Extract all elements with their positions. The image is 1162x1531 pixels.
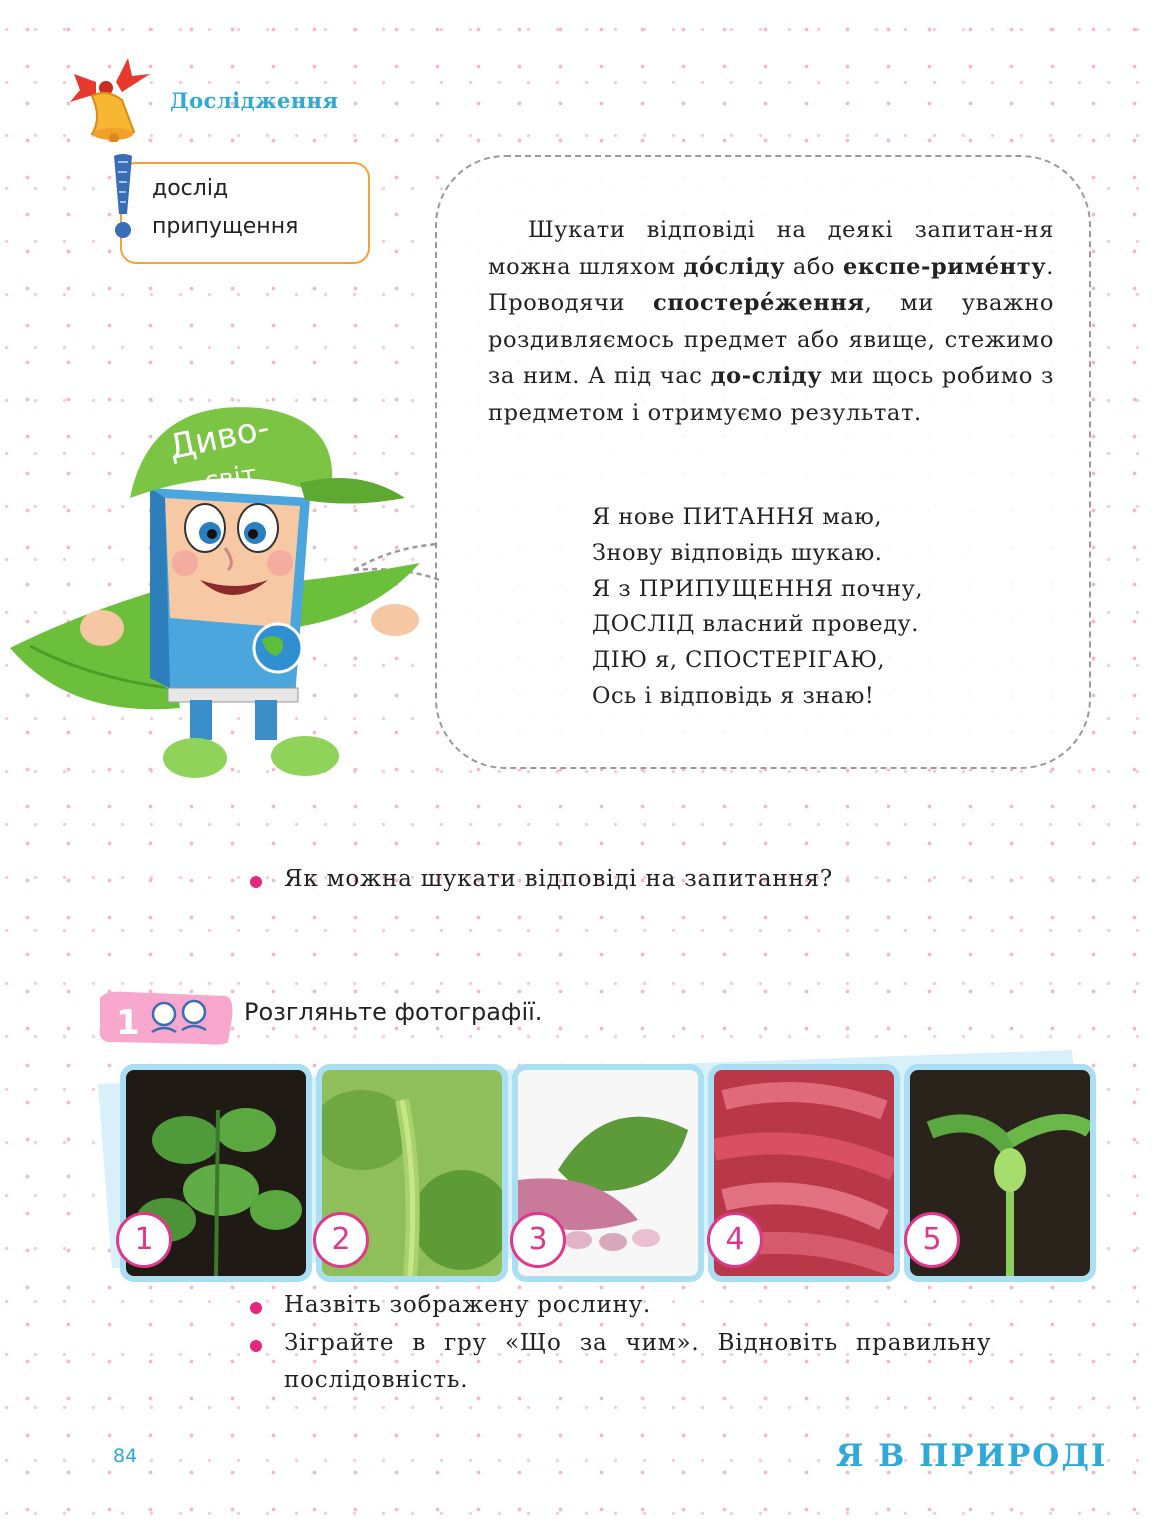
photo-number-3: 3 [510,1212,566,1268]
term-eksperyment: експе-риме́нту [842,253,1047,280]
keyword-2: припущення [152,214,299,239]
term-sposterezhennia: спостере́ження [653,290,865,316]
term-doslid: до́сліду [683,253,786,280]
poem-line: Ось і відповідь я знаю! [592,682,875,709]
photo-number-5: 5 [904,1212,960,1268]
task-bullet-2-cont: послідовність. [284,1367,469,1393]
mascot-cap-text-2: світ [202,460,259,497]
keyword-1: дослід [152,176,229,201]
section-title: Дослідження [170,88,339,113]
poem-line: Я нове ПИТАННЯ маю, [592,504,883,530]
poem-line: ДОСЛІД власний проведу. [592,611,919,638]
mascot-book-character [0,388,440,788]
para-seg-2: або [785,253,843,280]
task-number: 1 [116,1003,140,1043]
mascot-cap-text-1: Диво- [165,407,274,468]
page-number: 84 [113,1445,138,1467]
para-seg-1: Шукати відповіді на деякі запитан-ня можна шляхом [488,217,1054,280]
exclamation-icon [108,152,138,242]
explanation-paragraph [488,212,1054,431]
poem-line: Я з ПРИПУЩЕННЯ почну, [592,575,923,602]
question-text: Як можна шукати відповіді на запитання? [284,866,834,892]
bullet-dot [250,1302,262,1314]
bullet-dot [250,876,262,888]
bell-icon [66,52,156,142]
photo-number-1: 1 [116,1212,172,1268]
task-badge [96,988,236,1048]
task-bullet-1: Назвіть зображену рослину. [284,1292,652,1318]
poem-line: Знову відповідь шукаю. [592,539,883,566]
poem [592,500,923,715]
task-bullet-2: Зіграйте в гру «Що за чим». Відновіть правильну [284,1330,992,1356]
keyword-box [120,162,370,264]
para-seg-5: ми щось робимо з предметом і отримуємо результат. [488,363,1054,426]
bullet-dot [250,1340,262,1352]
poem-line: ДІЮ я, СПОСТЕРІГАЮ, [592,647,886,674]
para-seg-4: , ми уважно роздивляємось предмет або явище, стежимо за ним. А під час [488,290,1054,389]
chapter-title: Я В ПРИРОДІ [836,1438,1108,1474]
photo-number-2: 2 [313,1212,369,1268]
para-seg-3: . Проводячи [488,253,1055,316]
term-doslid-2: до-сліду [710,363,823,389]
photo-number-4: 4 [707,1212,763,1268]
task-instruction: Розгляньте фотографії. [244,998,543,1026]
